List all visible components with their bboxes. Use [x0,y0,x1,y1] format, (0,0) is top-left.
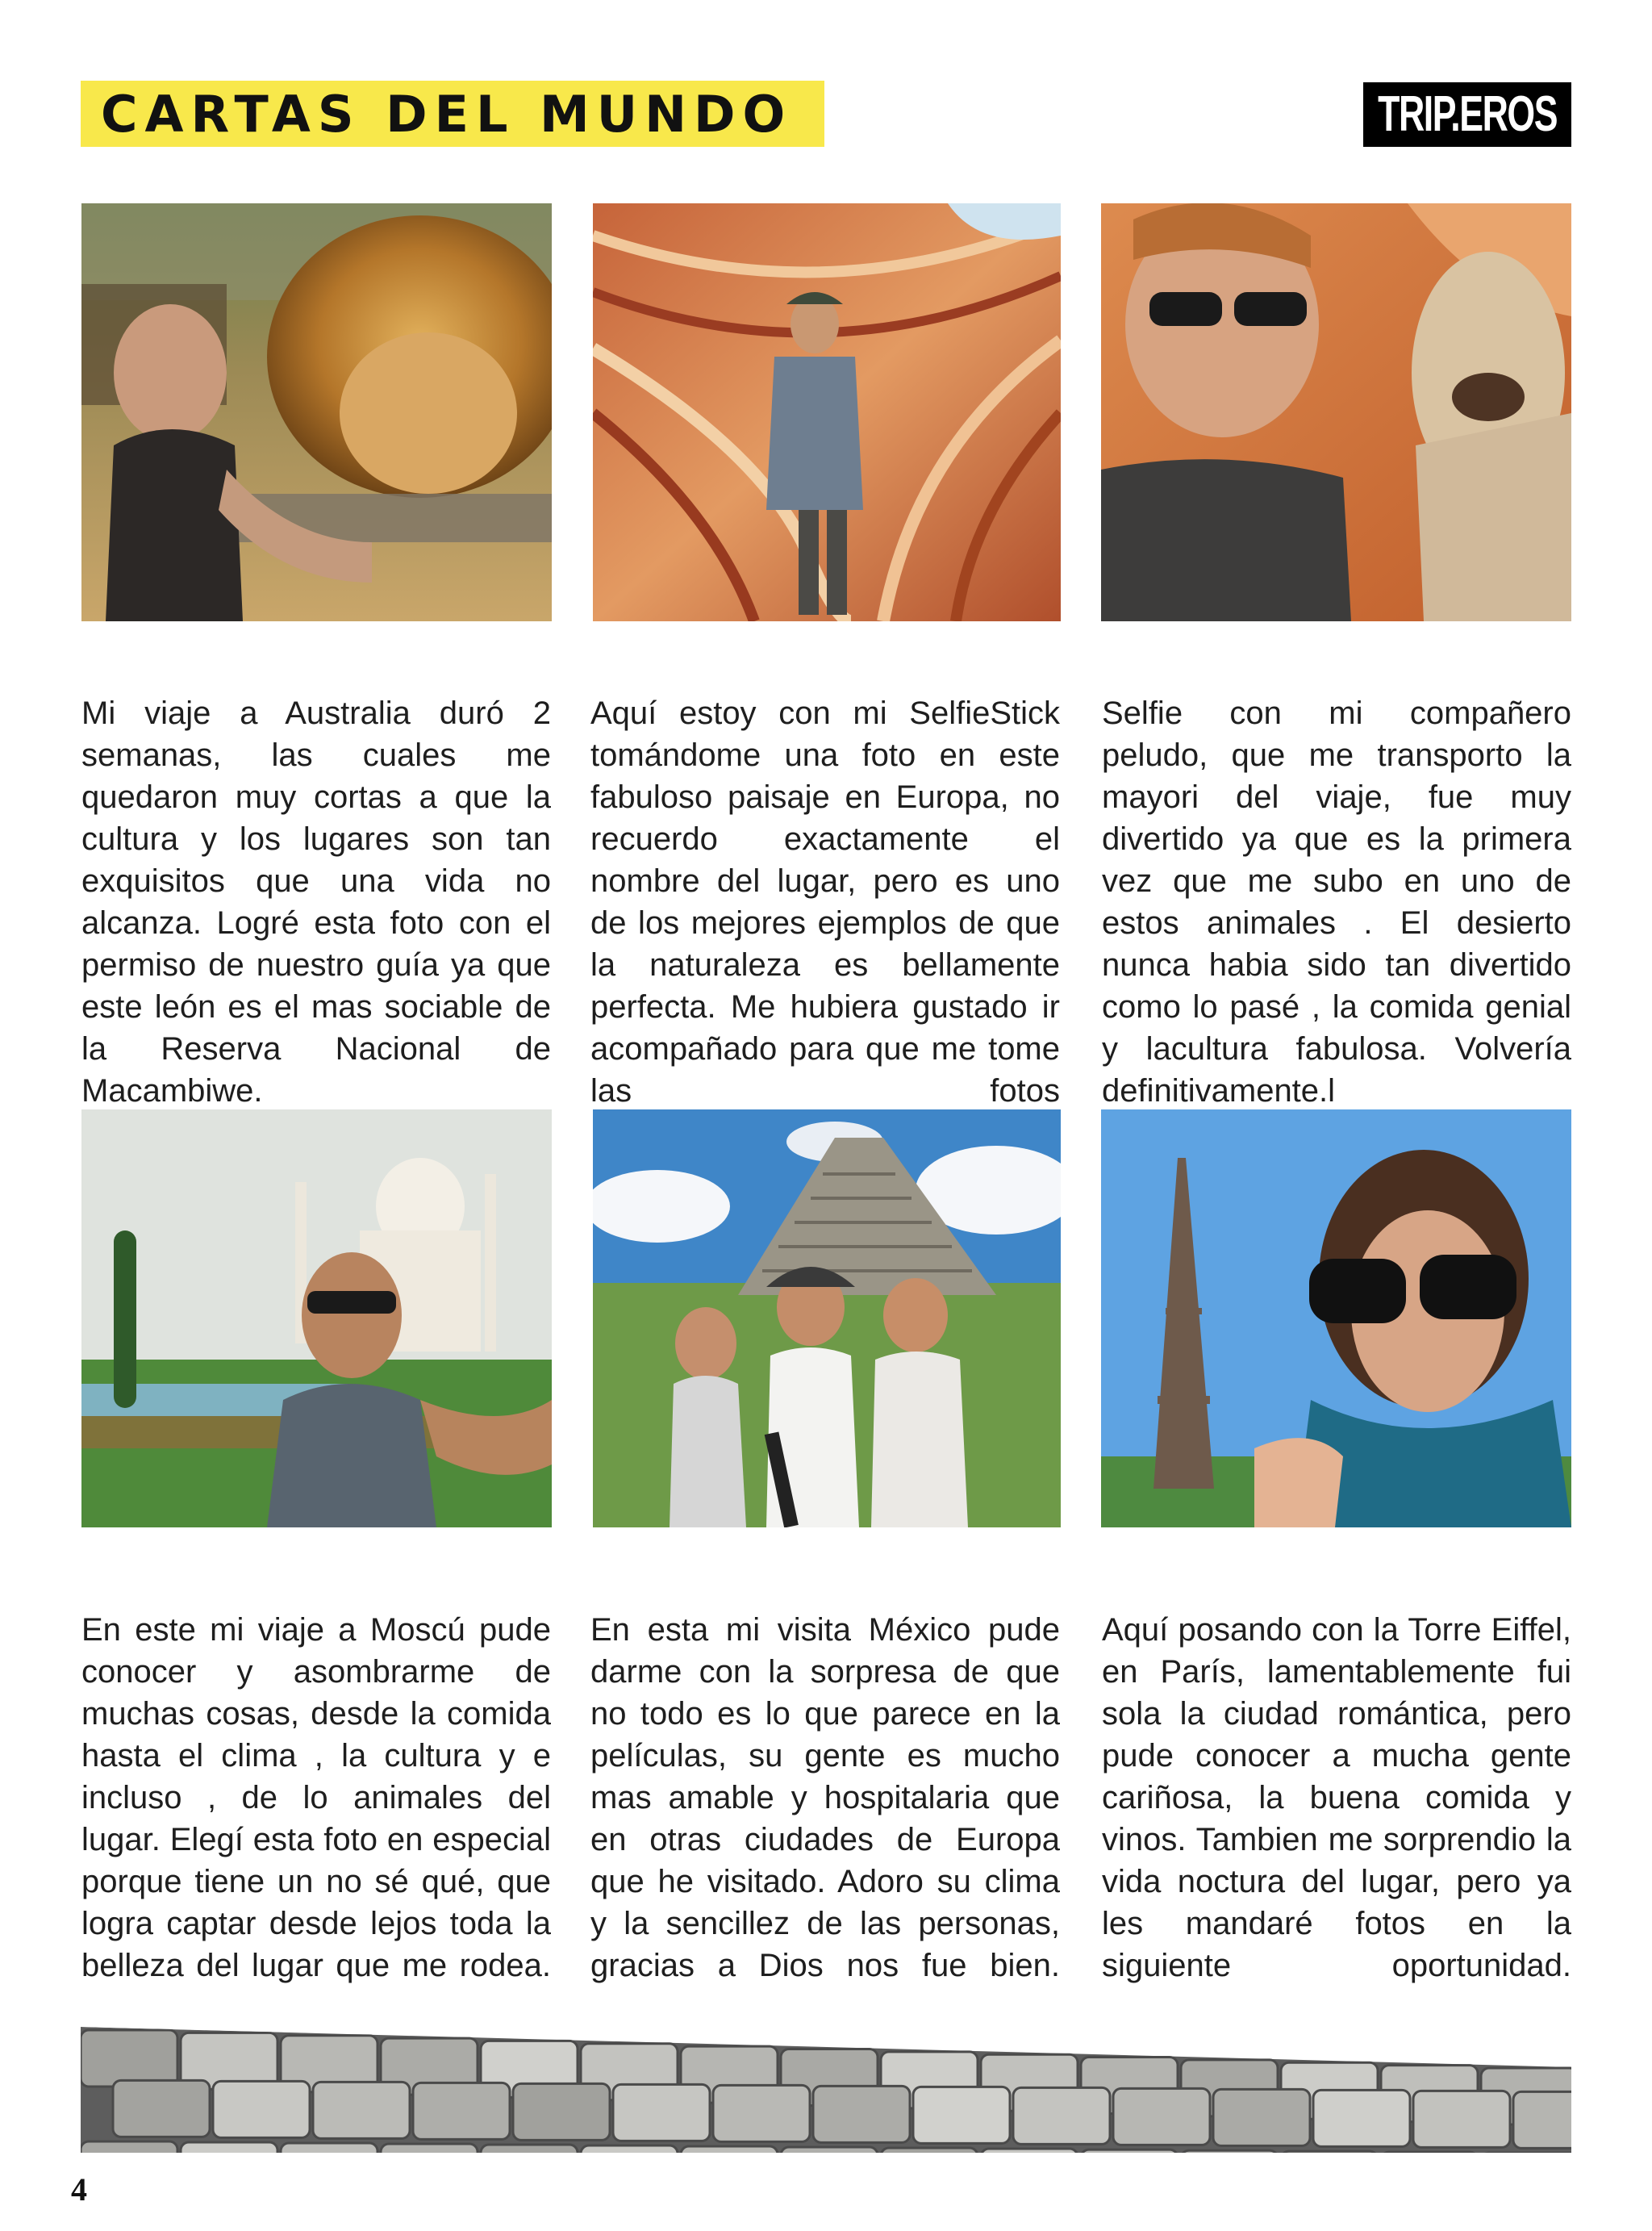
caption-europe-canyon: Aquí estoy con mi SelfieStick tomándome una foto en este fabuloso paisaje en Europa, no recuerdo exactamente el nombre del lugar, pero es uno de los mejores ejemplos de que la naturaleza es bellamente perfecta. Me hubiera gustado ir acompañado para que me tome las fotos [590,696,1060,1109]
cobblestone [713,2085,810,2141]
cobblestone [913,2087,1010,2143]
photo-eiffel-tower-selfie [1101,1109,1571,1527]
cobblestone-border-image [81,2027,1571,2153]
cobblestone [81,2030,177,2087]
cobblestone [613,2084,710,2141]
page-number: 4 [71,2171,87,2208]
cobblestone [281,2143,378,2153]
cobblestone [1181,2150,1278,2153]
cobblestone [113,2080,210,2137]
magazine-logo [1363,82,1571,147]
photo-taj-mahal-selfie [81,1109,552,1527]
cobblestone [813,2086,910,2142]
photo-lion-selfie [81,203,552,621]
cobblestone [213,2081,310,2137]
cobblestone [1513,2091,1571,2148]
cobblestone [513,2083,610,2140]
cobblestone [1113,2088,1210,2145]
cobblestone [1413,2091,1510,2147]
cobblestone [1013,2087,1110,2144]
caption-paris: Aquí posando con la Torre Eiffel, en París, lamentablemente fui sola la ciudad romántica, pero pude conocer a mucha gente cariñosa, la buena comida y vinos. Tambien me sorprendio la vida noctura del lugar, pero ya les mandaré fotos en la siguiente oportunidad. [1102,1612,1571,1983]
caption-moscow: En este mi viaje a Moscú pude conocer y asombrarme de muchas cosas, desde la comida hasta el clima , la cultura y e incluso , de lo animales del lugar. Elegí esta foto en especial porque tiene un no sé qué, que logra captar desde lejos toda la belleza del lugar que me rodea. [81,1612,551,1983]
cobblestone [481,2145,578,2153]
caption-mexico: En esta mi visita México pude darme con la sorpresa de que no todo es lo que parece en la películas, su gente es mucho mas amable y hospitalaria que en otras ciudades de Europa que he visitado. Adoro su clima y la sencillez de las personas, gracias a Dios nos fue bien. [590,1612,1060,1983]
cobblestone [81,2141,177,2153]
cobblestone [181,2142,277,2153]
cobblestone [381,2144,478,2153]
cobblestone [313,2082,410,2138]
photo-canyon-selfie [593,203,1061,621]
cobblestone [1281,2151,1378,2153]
cobblestone [1381,2152,1478,2153]
cobblestone [1081,2150,1178,2153]
photo-chichen-itza-selfie [593,1109,1061,1527]
cobblestone [581,2145,678,2153]
cobblestone [781,2147,878,2153]
cobblestone [681,2146,778,2153]
caption-desert-camel: Selfie con mi compañero peludo, que me transporto la mayori del viaje, fue muy divertido ya que es la primera vez que me subo en uno de estos animales . El desierto nunca habia sido tan divertido como lo pasé , la comida genial y lacultura fabulosa. Volvería definitivamente.l [1102,696,1571,1109]
cobblestone [981,2149,1078,2153]
cobblestone [881,2148,978,2153]
cobblestone [1213,2089,1310,2145]
cobblestone [1313,2090,1410,2146]
section-title: CARTAS DEL MUNDO [101,85,793,144]
cobblestone [413,2083,510,2139]
photo-camel-selfie [1101,203,1571,621]
logo-text: TRIP.EROS [1378,86,1557,142]
caption-australia: Mi viaje a Australia duró 2 semanas, las cuales me quedaron muy cortas a que la cultura y los lugares son tan exquisitos que una vida no alcanza. Logré esta foto con el permiso de nuestro guía ya que este león es el mas sociable de la Reserva Nacional de Macambiwe. [81,696,551,1109]
